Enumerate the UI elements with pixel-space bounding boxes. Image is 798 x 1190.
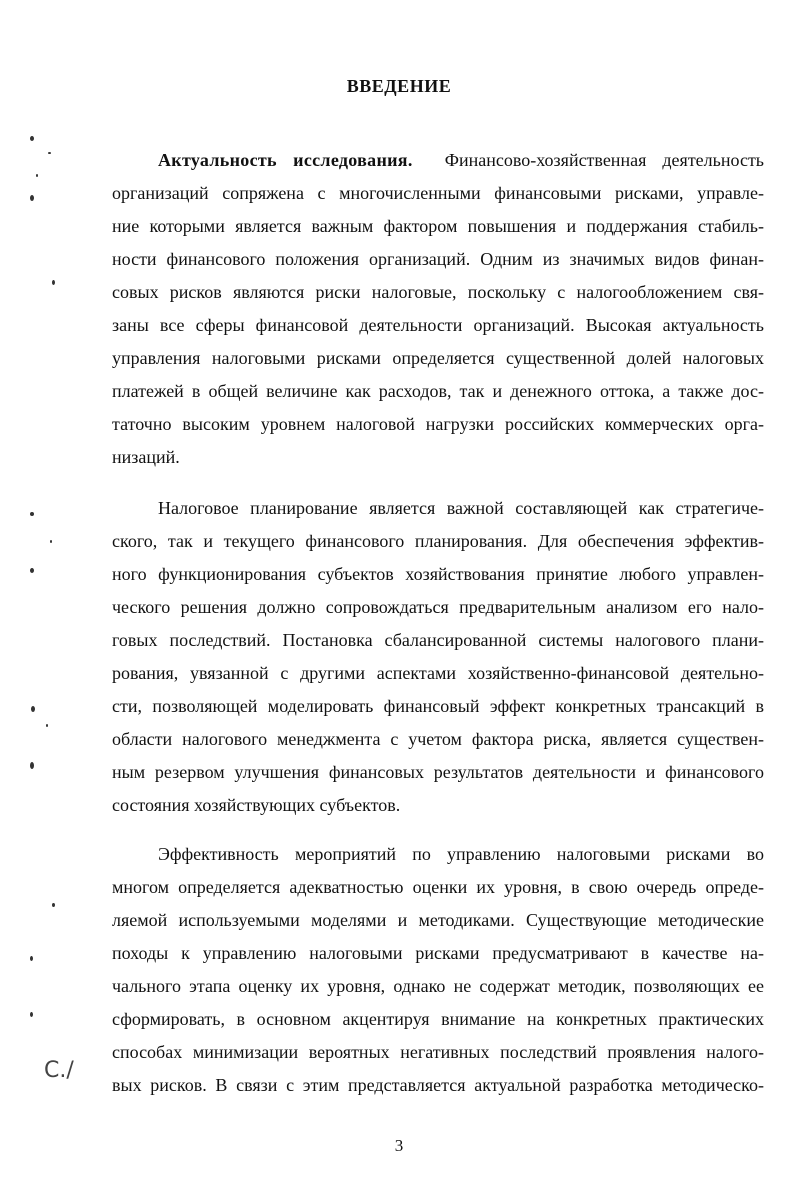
paragraph-line: низаций. [112,447,180,467]
scan-speck [50,540,52,543]
paragraph-tax-planning [112,492,764,822]
paragraph-line: организаций сопряжена с многочисленными финансовыми рисками, управле- [112,183,764,203]
scan-speck [52,280,55,285]
paragraph-line: управления налоговыми рисками определяется существенной долей налоговых [112,348,764,368]
paragraph-line: Эффективность мероприятий по управлению налоговыми рисками во [158,844,764,864]
relevance-heading: Актуальность исследования. [158,150,413,170]
paragraph-line: ческого решения должно сопровождаться предварительным анализом его нало- [112,597,764,617]
paragraph-line: сформировать, в основном акцентируя внимание на конкретных практических [112,1009,764,1029]
scan-speck [30,956,33,961]
paragraph-line: совых рисков являются риски налоговые, поскольку с налогообложением свя- [112,282,764,302]
paragraph-line: вых рисков. В связи с этим представляется актуальной разработка методическо- [112,1075,764,1095]
scan-speck [30,1012,33,1017]
scan-speck [52,903,55,907]
paragraph-line: чального этапа оценку их уровня, однако не содержат методик, позволяющих ее [112,976,764,996]
paragraph-line: Актуальность исследования. Финансово-хозяйственная деятельность [158,150,765,170]
scan-speck [30,195,34,201]
paragraph-efficiency [112,838,764,1102]
paragraph-line: способах минимизации вероятных негативных последствий проявления налого- [112,1042,764,1062]
scan-speck [48,152,51,154]
paragraph-line: ности финансового положения организаций. Одним из значимых видов финан- [112,249,764,269]
scan-speck [46,724,48,727]
scan-speck [30,762,34,769]
scan-speck [30,512,34,516]
page-title: ВВЕДЕНИЕ [346,76,452,96]
paragraph-relevance [112,144,764,474]
paragraph-line: ного функционирования субъектов хозяйствования принятие любого управлен- [112,564,764,584]
scan-speck [36,174,38,177]
paragraph-line: ным резервом улучшения финансовых результатов деятельности и финансового [112,762,764,782]
paragraph-line: ляемой используемыми моделями и методиками. Существующие методические [112,910,764,930]
paragraph-line: рования, увязанной с другими аспектами хозяйственно-финансовой деятельно- [112,663,764,683]
paragraph-line: походы к управлению налоговыми рисками предусматривают в качестве на- [112,943,764,963]
scan-speck [30,568,34,573]
paragraph-line: платежей в общей величине как расходов, так и денежного оттока, а также дос- [112,381,764,401]
paragraph-line: таточно высоким уровнем налоговой нагрузки российских коммерческих орга- [112,414,764,434]
paragraph-line: Налоговое планирование является важной составляющей как стратегиче- [158,498,764,518]
paragraph-line: области налогового менеджмента с учетом фактора риска, является существен- [112,729,764,749]
paragraph-line: заны все сферы финансовой деятельности организаций. Высокая актуальность [112,315,764,335]
scan-speck [30,136,34,141]
page-number: 3 [394,1136,404,1155]
paragraph-line: говых последствий. Постановка сбалансированной системы налогового плани- [112,630,764,650]
paragraph-line: сти, позволяющей моделировать финансовый эффект конкретных трансакций в [112,696,764,716]
paragraph-line: многом определяется адекватностью оценки их уровня, в свою очередь опреде- [112,877,764,897]
scan-speck [31,706,35,712]
paragraph-line: ского, так и текущего финансового планирования. Для обеспечения эффектив- [112,531,764,551]
paragraph-line: ние которыми является важным фактором повышения и поддержания стабиль- [112,216,764,236]
paragraph-line: состояния хозяйствующих субъектов. [112,795,401,815]
margin-scribble: С./ [44,1058,74,1083]
